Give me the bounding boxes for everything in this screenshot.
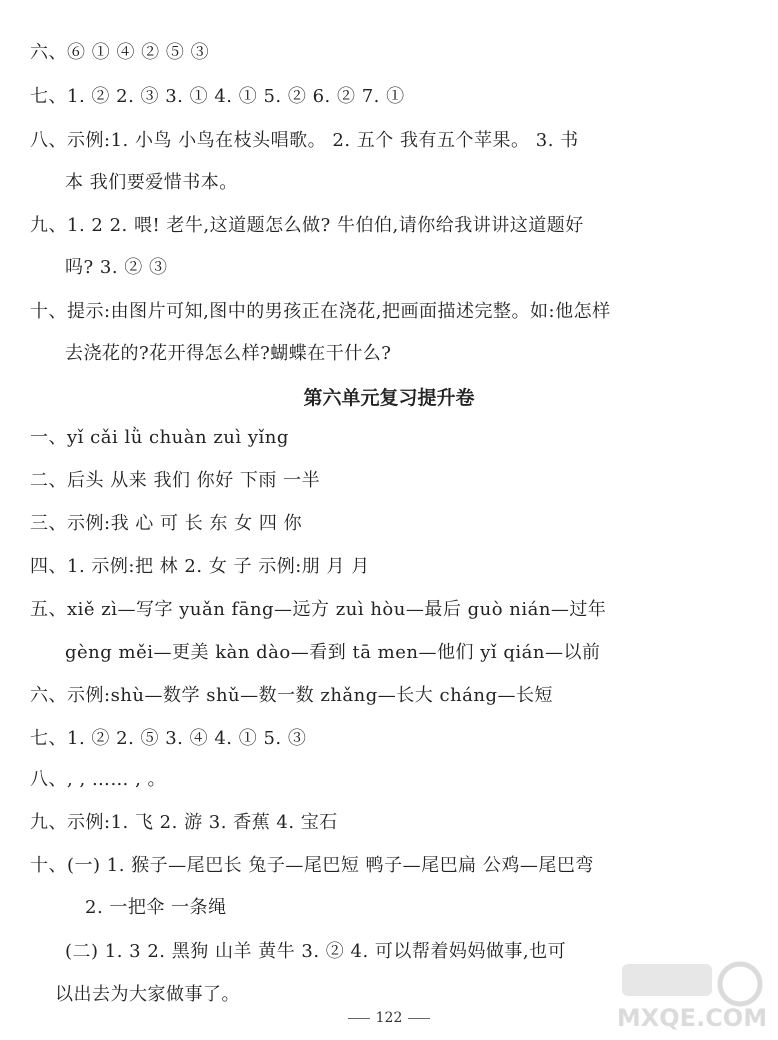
unit6-line-8: 八、, , …… , 。	[30, 769, 167, 790]
unit6-line-5-cont: gèng měi—更美 kàn dào—看到 tā men—他们 yǐ qián—以前	[65, 642, 601, 663]
page-number-dash-right	[408, 1018, 430, 1019]
unit6-line-1: 一、yǐ cǎi lǜ chuàn zuì yǐng	[30, 427, 289, 448]
page-number: 122	[375, 1010, 403, 1026]
answer-line-8: 八、示例:1. 小鸟 小鸟在枝头唱歌。 2. 五个 我有五个苹果。 3. 书	[30, 130, 579, 151]
unit6-line-9: 九、示例:1. 飞 2. 游 3. 香蕉 4. 宝石	[30, 812, 338, 833]
section-title: 第六单元复习提升卷	[303, 387, 475, 409]
unit6-line-3: 三、示例:我 心 可 长 东 女 四 你	[30, 513, 303, 534]
unit6-line-10-part2-cont: 以出去为大家做事了。	[55, 984, 240, 1005]
answer-line-10: 十、提示:由图片可知,图中的男孩正在浇花,把画面描述完整。如:他怎样	[30, 301, 611, 322]
page-number-dash-left	[348, 1018, 370, 1019]
svg-text:MXQE.COM: MXQE.COM	[616, 1004, 768, 1032]
unit6-line-2: 二、后头 从来 我们 你好 下雨 一半	[30, 470, 321, 491]
unit6-line-10-sub2: 2. 一把伞 一条绳	[85, 897, 227, 918]
unit6-line-7: 七、1. ② 2. ⑤ 3. ④ 4. ① 5. ③	[30, 728, 307, 749]
answer-line-9-cont: 吗? 3. ② ③	[65, 257, 168, 278]
unit6-line-10-part2: (二) 1. 3 2. 黑狗 山羊 黄牛 3. ② 4. 可以帮着妈妈做事,也可	[65, 941, 567, 962]
answer-line-8-cont: 本 我们要爱惜书本。	[65, 172, 238, 193]
unit6-line-10: 十、(一) 1. 猴子—尾巴长 兔子—尾巴短 鸭子—尾巴扁 公鸡—尾巴弯	[30, 855, 594, 876]
unit6-line-6: 六、示例:shù—数学 shǔ—数一数 zhǎng—长大 cháng—长短	[30, 685, 554, 706]
answer-line-10-cont: 去浇花的?花开得怎么样?蝴蝶在干什么?	[65, 343, 392, 364]
unit6-line-4: 四、1. 示例:把 林 2. 女 子 示例:朋 月 月	[30, 556, 370, 577]
answer-line-7: 七、1. ② 2. ③ 3. ① 4. ① 5. ② 6. ② 7. ①	[30, 86, 405, 107]
unit6-line-5: 五、xiě zì—写字 yuǎn fāng—远方 zuì hòu—最后 guò nián—过年	[30, 599, 607, 620]
watermark-logo	[612, 946, 772, 1036]
answer-line-9: 九、1. 2 2. 喂! 老牛,这道题怎么做? 牛伯伯,请你给我讲讲这道题好	[30, 215, 584, 236]
answer-line-6: 六、⑥ ① ④ ② ⑤ ③	[30, 42, 210, 63]
